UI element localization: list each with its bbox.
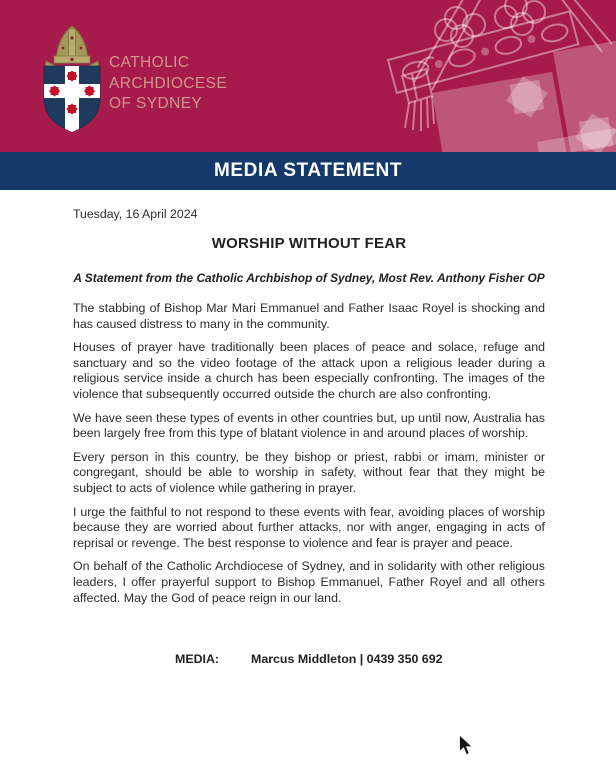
media-contact-line [73,652,545,666]
org-name [109,53,227,115]
media-label: MEDIA: [175,652,220,667]
mouse-pointer-icon [458,734,473,757]
paragraph-3: We have seen these types of events in other countries but, up until now, Australia has been largely free from this type of blatant violence in and around places of worship. [73,410,545,441]
org-name-line-1: CATHOLIC [109,54,190,71]
statement-title: WORSHIP WITHOUT FEAR [211,235,407,252]
media-statement-banner [0,152,616,190]
org-name-line-3: OF SYDNEY [109,95,203,112]
statement-body [0,190,616,666]
masthead [0,0,616,152]
brand-lockup [0,0,330,152]
paragraph-5: I urge the faithful to not respond to these events with fear, avoiding places of worship because they are worried about further attacks, nor with anger, engaging in acts of reprisal or revenge. The best response to violence and fear is prayer and peace. [73,504,545,550]
coat-of-arms-icon [41,24,103,134]
paragraph-1: The stabbing of Bishop Mar Mari Emmanuel and Father Isaac Royel is shocking and has caused distress to many in the community. [73,301,545,331]
statement-subtitle: A Statement from the Catholic Archbishop of Sydney, Most Rev. Anthony Fisher OP [73,271,545,285]
paragraph-6: On behalf of the Catholic Archdiocese of Sydney, and in solidarity with other religious leaders, I offer prayerful support to Bishop Emmanuel, Father Royel and all others affected. May the God of peace reign in our land. [73,559,545,605]
statement-date: Tuesday, 16 April 2024 [73,207,198,221]
media-contact: Marcus Middleton | 0439 350 692 [251,652,443,667]
banner-label: MEDIA STATEMENT [213,160,403,181]
paragraph-2: Houses of prayer have traditionally been places of peace and solace, refuge and sanctuary and so the video footage of the attack upon a religious leader during a religious service inside a church has been especially confronting. The images of the violence that subsequently occurred outside the church are also confronting. [73,340,545,401]
paragraph-4: Every person in this country, be they bishop or priest, rabbi or imam, minister or congregant, should be able to worship in safety, without fear that they might be subject to acts of violence while gathering in prayer. [73,449,545,495]
org-name-line-2: ARCHDIOCESE [109,74,228,92]
